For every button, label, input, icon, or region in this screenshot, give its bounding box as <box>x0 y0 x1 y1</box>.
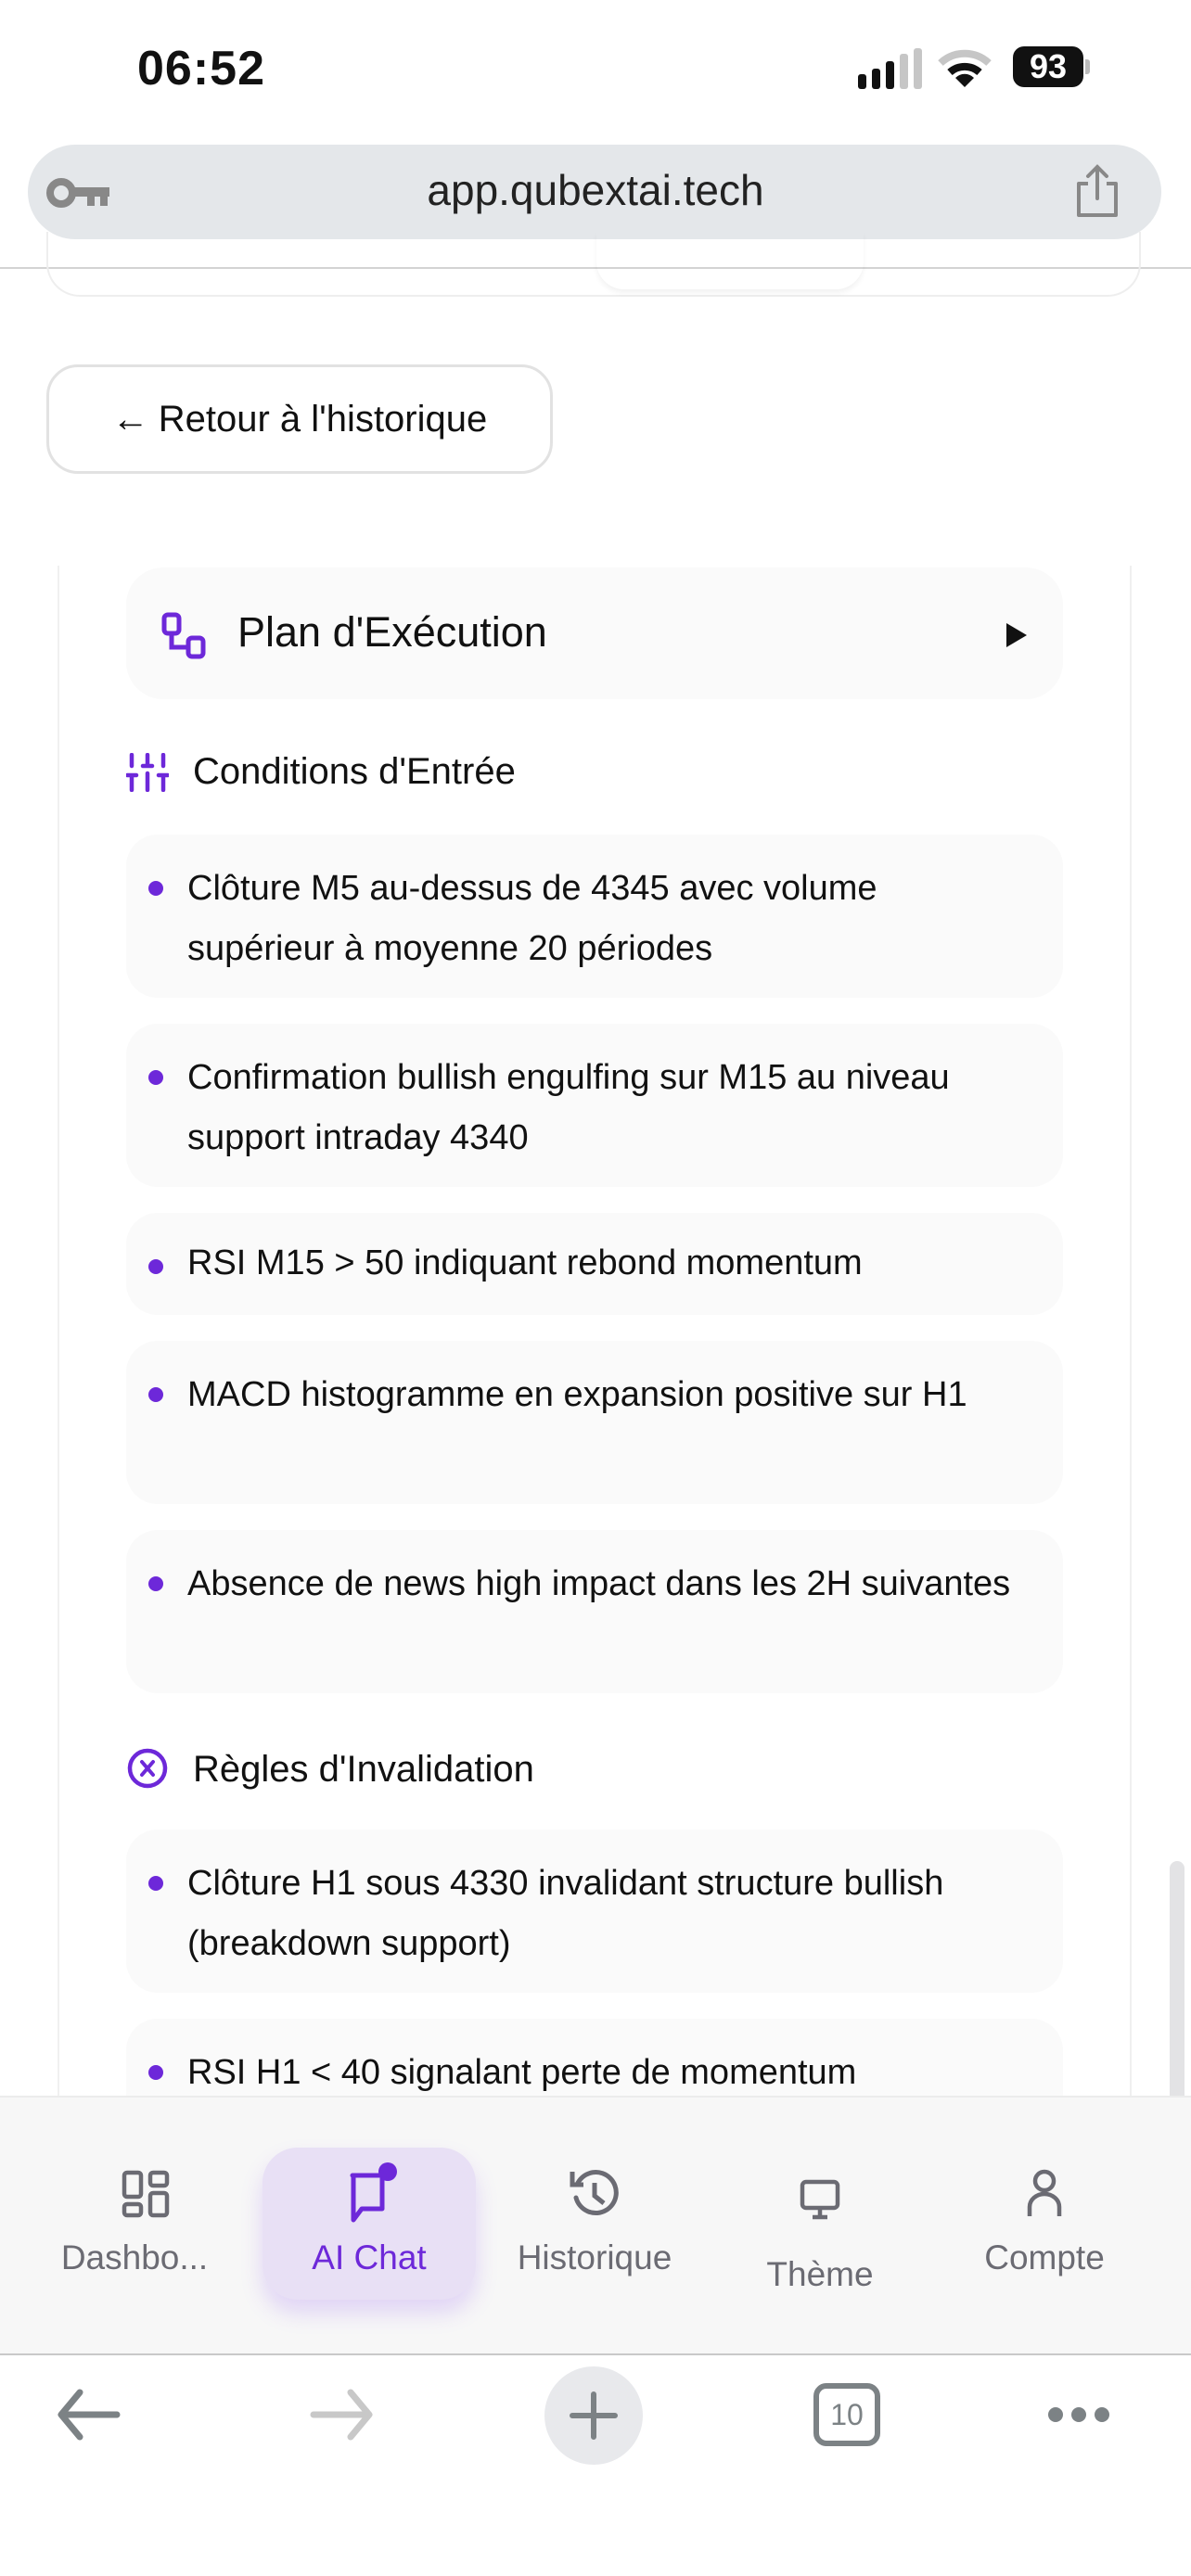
more-icon[interactable] <box>1046 2404 1111 2426</box>
cellular-signal-icon <box>858 48 922 89</box>
item-text: Clôture H1 sous 4330 invalidant structure bullish (breakdown support) <box>187 1864 944 1963</box>
user-icon <box>1026 2168 1063 2218</box>
back-to-history-button[interactable] <box>46 364 553 474</box>
battery-tip <box>1085 59 1090 74</box>
sliders-icon <box>126 753 169 792</box>
previous-card <box>46 232 1141 297</box>
url-text[interactable]: app.qubextai.tech <box>427 166 764 214</box>
nav-label: Historique <box>517 2238 672 2276</box>
dashboard-icon <box>122 2170 170 2218</box>
entry-condition-item <box>126 1341 1063 1504</box>
nav-item-history[interactable] <box>483 2170 706 2318</box>
status-time: 06:52 <box>137 42 265 96</box>
nav-item-account[interactable] <box>933 2170 1156 2318</box>
share-icon[interactable] <box>1071 163 1123 221</box>
entry-conditions-heading: Conditions d'Entrée <box>193 751 516 792</box>
item-text: RSI H1 < 40 signalant perte de momentum <box>187 2053 857 2092</box>
back-button-label: Retour à l'historique <box>158 398 488 440</box>
entry-condition-item <box>126 1530 1063 1693</box>
nav-item-dashboard[interactable] <box>23 2170 246 2318</box>
chat-icon <box>341 2161 406 2225</box>
nav-item-ai-chat[interactable] <box>258 2161 480 2309</box>
nav-item-theme[interactable] <box>709 2179 931 2327</box>
workflow-icon <box>161 612 210 660</box>
previous-card-pill <box>596 232 864 289</box>
item-text: Confirmation bullish engulfing sur M15 au niveau support intraday 4340 <box>187 1058 950 1157</box>
expand-triangle-icon[interactable] <box>1005 621 1029 649</box>
item-text: Clôture M5 au-dessus de 4345 avec volume supérieur à moyenne 20 périodes <box>187 869 877 968</box>
battery-level: 93 <box>1013 46 1083 87</box>
invalidation-item <box>126 1830 1063 1993</box>
item-text: Absence de news high impact dans les 2H suivantes <box>187 1564 1011 1603</box>
invalidation-heading: Règles d'Invalidation <box>193 1749 534 1790</box>
toolbar-separator <box>0 2353 1191 2355</box>
entry-condition-item <box>126 835 1063 998</box>
tabs-count-button[interactable]: 10 <box>813 2383 880 2446</box>
scrollbar[interactable] <box>1170 1861 1185 2102</box>
monitor-icon <box>800 2179 840 2220</box>
execution-plan-title: Plan d'Exécution <box>237 608 547 656</box>
history-icon <box>569 2168 621 2220</box>
x-circle-icon <box>126 1747 169 1790</box>
nav-label: Dashbo... <box>60 2238 209 2276</box>
browser-back-icon[interactable] <box>56 2389 121 2441</box>
nav-label: Thème <box>766 2255 874 2293</box>
wifi-icon <box>937 48 992 89</box>
entry-condition-item <box>126 1024 1063 1187</box>
plus-icon <box>570 2391 618 2440</box>
item-text: RSI M15 > 50 indiquant rebond momentum <box>187 1243 863 1282</box>
nav-label: AI Chat <box>312 2238 427 2276</box>
entry-condition-item <box>126 1213 1063 1315</box>
arrow-left-icon: ← <box>111 398 149 440</box>
item-text: MACD histogramme en expansion positive sur H1 <box>187 1375 967 1414</box>
browser-forward-icon[interactable] <box>310 2389 375 2441</box>
nav-label: Compte <box>984 2238 1105 2276</box>
